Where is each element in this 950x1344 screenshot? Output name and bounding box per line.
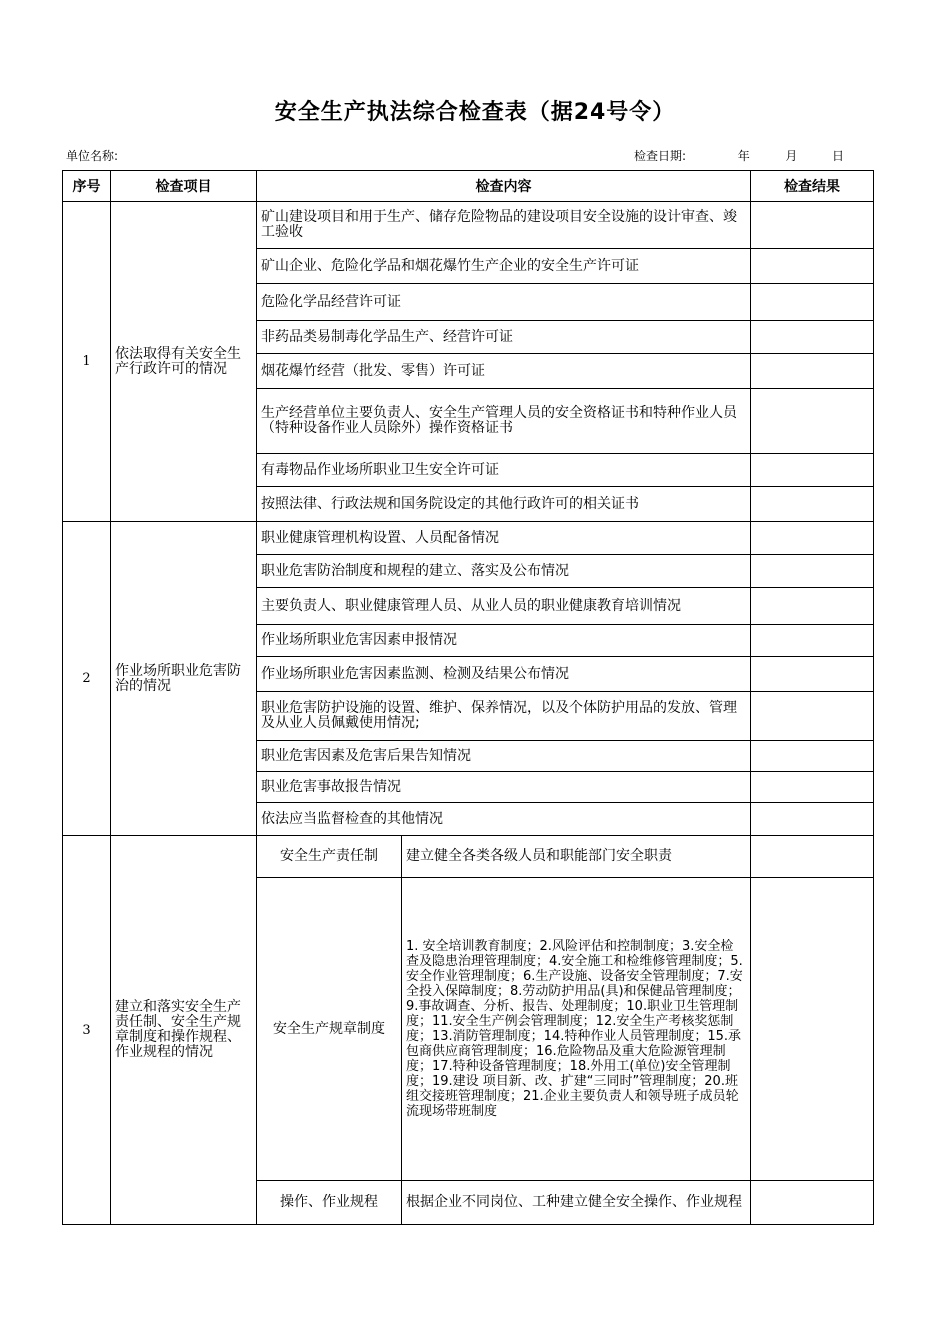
content-cell: 职业危害防治制度和规程的建立、落实及公布情况 [257, 555, 751, 588]
table-row [63, 836, 874, 878]
content-cell: 职业危害防护设施的设置、维护、保养情况，以及个体防护用品的发放、管理及从业人员佩戴使用情况; [257, 692, 751, 741]
result-cell[interactable] [751, 202, 874, 249]
result-cell[interactable] [751, 284, 874, 321]
content-cell: 职业健康管理机构设置、人员配备情况 [257, 522, 751, 555]
result-cell[interactable] [751, 836, 874, 878]
header-row [63, 171, 874, 202]
table-row [63, 522, 874, 555]
section-no: 2 [63, 522, 111, 836]
result-cell[interactable] [751, 657, 874, 692]
content-cell: 1. 安全培训教育制度；2.风险评估和控制制度；3.安全检查及隐患治理管理制度；4.安全施工和检维修管理制度；5.安全作业管理制度；6.生产设施、设备安全管理制度；7.安全投入保障制度；8.劳动防护用品(具)和保健品管理制度；9.事故调查、分析、报告、处理制度；10.职业卫生管理制度；11.安全生产例会管理制度；12.安全生产考核奖惩制度；13.消防管理制度；14.特种作业人员管理制度；15.承包商供应商管理制度；16.危险物品及重大危险源管理制度；17.特种设备管理制度；18.外用工(单位)安全管理制度；19.建设 项目新、改、扩建“三同时”管理制度；20.班组交接班管理制度；21.企业主要负责人和领导班子成员轮流现场带班制度 [402, 878, 751, 1181]
content-cell: 作业场所职业危害因素监测、检测及结果公布情况 [257, 657, 751, 692]
date-month: 月 [785, 149, 798, 163]
content-cell: 生产经营单位主要负责人、安全生产管理人员的安全资格证书和特种作业人员（特种设备作业人员除外）操作资格证书 [257, 389, 751, 454]
page-title: 安全生产执法综合检查表（据24号令） [274, 100, 676, 125]
result-cell[interactable] [751, 487, 874, 522]
subitem-label: 安全生产规章制度 [257, 878, 402, 1181]
content-cell: 建立健全各类各级人员和职能部门安全职责 [402, 836, 751, 878]
result-cell[interactable] [751, 321, 874, 354]
content-cell: 主要负责人、职业健康管理人员、从业人员的职业健康教育培训情况 [257, 588, 751, 625]
inspection-date [634, 147, 844, 164]
date-day: 日 [832, 149, 845, 163]
result-cell[interactable] [751, 741, 874, 772]
unit-name-label: 单位名称: [66, 149, 119, 163]
result-cell[interactable] [751, 625, 874, 657]
content-cell: 依法应当监督检查的其他情况 [257, 803, 751, 836]
content-cell: 烟花爆竹经营（批发、零售）许可证 [257, 354, 751, 389]
content-cell: 矿山企业、危险化学品和烟花爆竹生产企业的安全生产许可证 [257, 249, 751, 284]
section-item: 作业场所职业危害防治的情况 [111, 522, 257, 836]
header-item: 检查项目 [111, 171, 257, 202]
content-cell: 危险化学品经营许可证 [257, 284, 751, 321]
subitem-label: 安全生产责任制 [257, 836, 402, 878]
header-result: 检查结果 [751, 171, 874, 202]
section-item: 建立和落实安全生产责任制、安全生产规章制度和操作规程、作业规程的情况 [111, 836, 257, 1225]
date-year: 年 [737, 149, 750, 163]
content-cell: 作业场所职业危害因素申报情况 [257, 625, 751, 657]
result-cell[interactable] [751, 1181, 874, 1225]
content-cell: 职业危害事故报告情况 [257, 772, 751, 803]
content-cell: 职业危害因素及危害后果告知情况 [257, 741, 751, 772]
result-cell[interactable] [751, 354, 874, 389]
result-cell[interactable] [751, 878, 874, 1181]
result-cell[interactable] [751, 803, 874, 836]
result-cell[interactable] [751, 555, 874, 588]
section-item: 依法取得有关安全生产行政许可的情况 [111, 202, 257, 522]
result-cell[interactable] [751, 692, 874, 741]
header-content: 检查内容 [257, 171, 751, 202]
content-cell: 有毒物品作业场所职业卫生安全许可证 [257, 454, 751, 487]
content-cell: 按照法律、行政法规和国务院设定的其他行政许可的相关证书 [257, 487, 751, 522]
table-row [63, 202, 874, 249]
inspection-table [62, 170, 874, 1225]
result-cell[interactable] [751, 772, 874, 803]
subitem-label: 操作、作业规程 [257, 1181, 402, 1225]
section-no: 3 [63, 836, 111, 1225]
header-no: 序号 [63, 171, 111, 202]
content-cell: 根据企业不同岗位、工种建立健全安全操作、作业规程 [402, 1181, 751, 1225]
result-cell[interactable] [751, 454, 874, 487]
section-no: 1 [63, 202, 111, 522]
content-cell: 矿山建设项目和用于生产、储存危险物品的建设项目安全设施的设计审查、竣工验收 [257, 202, 751, 249]
content-cell: 非药品类易制毒化学品生产、经营许可证 [257, 321, 751, 354]
result-cell[interactable] [751, 522, 874, 555]
result-cell[interactable] [751, 249, 874, 284]
date-label: 检查日期: [634, 149, 687, 163]
result-cell[interactable] [751, 588, 874, 625]
result-cell[interactable] [751, 389, 874, 454]
